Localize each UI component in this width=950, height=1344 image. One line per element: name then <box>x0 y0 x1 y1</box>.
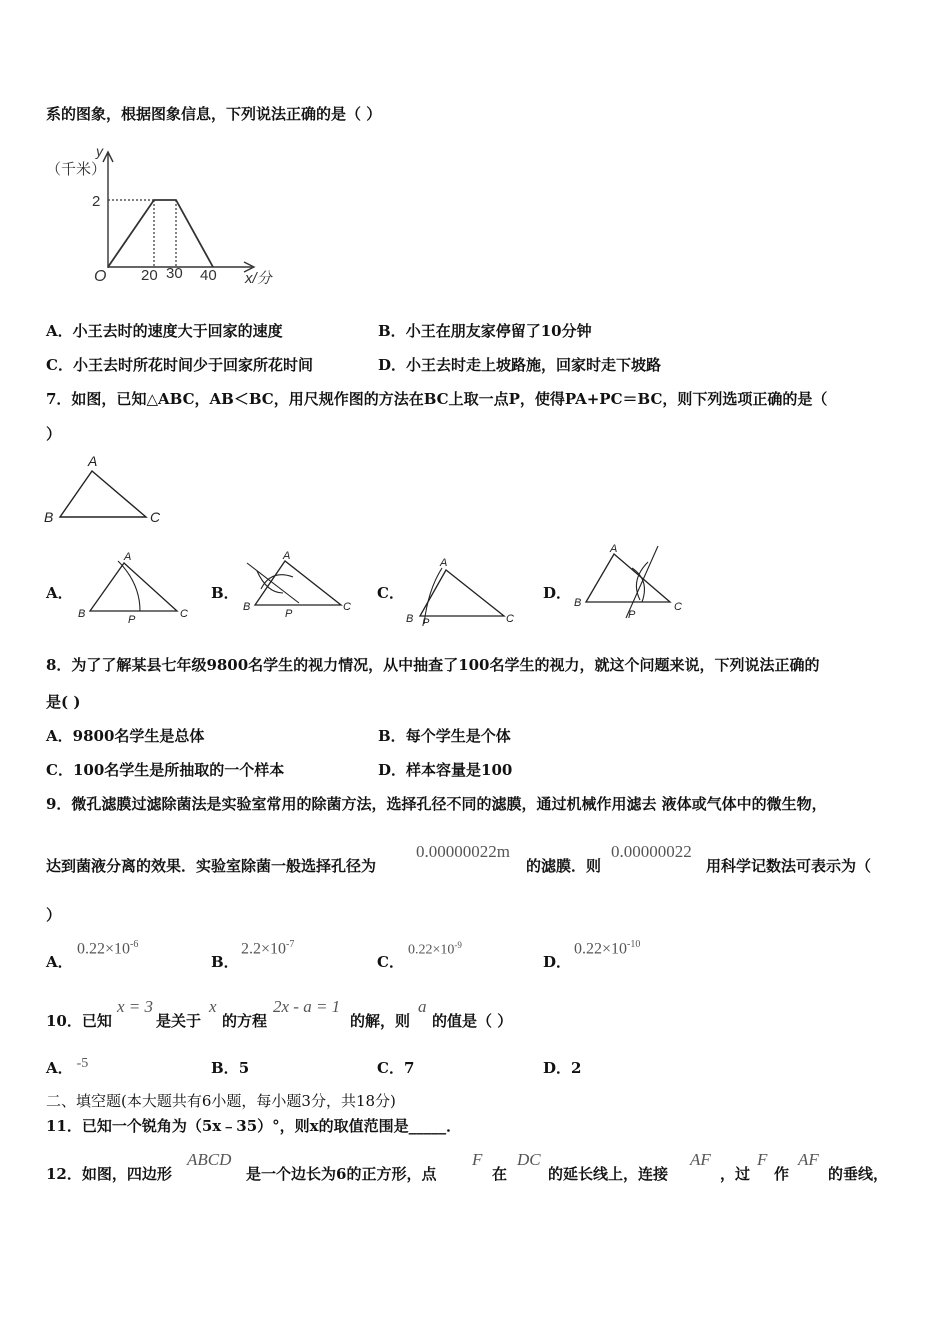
q8-stem-line1: 8．为了了解某县七年级9800名学生的视力情况，从中抽查了100名学生的视力，就这个问题来说，下列说法正确的 <box>46 656 820 674</box>
q12-math4: AF <box>690 1150 711 1169</box>
q8-option-c: C．100名学生是所抽取的一个样本 <box>46 761 285 779</box>
q9-option-b-label: B． <box>211 953 239 971</box>
label-a: A <box>88 453 98 469</box>
svg-text:P: P <box>128 614 136 626</box>
q12-math1: ABCD <box>187 1150 232 1169</box>
q10-option-a: A． -5 <box>46 1056 89 1077</box>
q9-option-b-value: $2.2\times 10^{-7}$ <box>241 939 295 958</box>
bisector-line <box>247 563 299 603</box>
triangle-abc <box>60 471 146 517</box>
origin-label: O <box>94 268 107 285</box>
x-tick-40: 40 <box>200 267 217 284</box>
x-axis-label: x/分 <box>245 270 272 287</box>
svg-text:C: C <box>180 608 188 620</box>
q8-option-a: A．9800名学生是总体 <box>46 727 205 745</box>
svg-text:B: B <box>574 597 582 609</box>
q9-stem-line2a: 达到菌液分离的效果．实验室除菌一般选择孔径为 <box>46 857 377 875</box>
q11-text: 11．已知一个锐角为（5x﹣35）°，则x的取值范围是_____． <box>46 1117 462 1135</box>
q7-figure-c <box>402 550 527 632</box>
y-axis-label: y <box>96 143 103 159</box>
label-c: C <box>150 509 161 525</box>
q12-math5: F <box>757 1150 768 1169</box>
q8-stem-line2: 是( ) <box>46 693 81 711</box>
perpendicular-bisector <box>626 546 658 618</box>
q12-part6: 作 <box>774 1165 790 1183</box>
q6-option-c: C．小王去时所花时间少于回家所花时间 <box>46 356 313 374</box>
q12-part3: 在 <box>492 1165 508 1183</box>
svg-text:B: B <box>243 601 251 613</box>
q9-stem-line2c: 用科学记数法可表示为（ <box>706 857 872 875</box>
q12-part4: 的延长线上，连接 <box>548 1165 669 1183</box>
q9-value1: 0.00000022m <box>416 842 510 861</box>
q9-option-a-value: $0.22\times 10^{-6}$ <box>77 939 139 958</box>
q12-part1: 12．如图，四边形 <box>46 1165 172 1183</box>
q9-option-c-value: $0.22\times 10^{-9}$ <box>408 940 462 958</box>
q8-option-b: B．每个学生是个体 <box>378 727 511 745</box>
svg-text:P: P <box>628 609 636 621</box>
q7-figure-a <box>72 545 197 627</box>
q7-stem-line1: 7．如图，已知△ABC，AB＜BC，用尺规作图的方法在BC上取一点P，使得PA+PC＝BC，则下列选项正确的是（ <box>46 390 828 408</box>
x-tick-20: 20 <box>141 267 158 284</box>
q10-option-c: C．7 <box>377 1059 415 1077</box>
q7-option-a: A． <box>46 584 73 602</box>
distance-time-graph <box>40 140 290 290</box>
svg-text:P: P <box>285 608 293 620</box>
q10-part5: 的值是（ ） <box>432 1012 513 1030</box>
q8-option-d: D．样本容量是100 <box>378 761 513 779</box>
q12-math3: DC <box>517 1150 541 1169</box>
svg-text:B: B <box>406 613 414 625</box>
q6-option-d: D．小王去时走上坡路施，回家时走下坡路 <box>378 356 662 374</box>
q10-math2: x <box>209 997 217 1016</box>
q9-option-d-label: D． <box>543 953 572 971</box>
y-unit-label: （千米） <box>46 161 107 178</box>
q10-math1: x = 3 <box>117 997 154 1016</box>
x-tick-30: 30 <box>166 265 183 282</box>
label-b: B <box>44 509 54 525</box>
svg-text:B: B <box>78 608 86 620</box>
q10-option-b: B．5 <box>211 1059 250 1077</box>
q9-option-c-label: C． <box>377 953 404 971</box>
q10-math4: a <box>418 997 427 1016</box>
svg-text:C: C <box>674 601 682 613</box>
svg-text:A: A <box>610 543 618 555</box>
svg-text:C: C <box>506 613 514 625</box>
svg-text:A: A <box>283 550 291 562</box>
q10-part4: 的解，则 <box>350 1012 411 1030</box>
q6-option-b: B．小王在朋友家停留了10分钟 <box>378 322 592 340</box>
svg-text:C: C <box>343 601 351 613</box>
q12-math2: F <box>472 1150 483 1169</box>
q6-stem: 系的图象，根据图象信息，下列说法正确的是（ ） <box>46 105 382 123</box>
q7-figure-b <box>237 545 362 627</box>
q7-option-d: D． <box>543 584 572 602</box>
q10-part3: 的方程 <box>222 1012 268 1030</box>
svg-text:A: A <box>124 551 132 563</box>
q12-math6: AF <box>798 1150 819 1169</box>
q12-part2: 是一个边长为6的正方形，点 <box>246 1165 437 1183</box>
q10-math3: 2x - a = 1 <box>273 997 341 1016</box>
q9-option-a-label: A． <box>46 953 73 971</box>
q10-option-d: D．2 <box>543 1059 582 1077</box>
y-tick-2: 2 <box>92 193 101 210</box>
q9-option-d-value: $0.22\times 10^{-10}$ <box>574 939 641 958</box>
q10-part1: 10．已知 <box>46 1012 112 1030</box>
q10-part2: 是关于 <box>156 1012 202 1030</box>
q12-part7: 的垂线， <box>828 1165 889 1183</box>
svg-text:A: A <box>440 557 448 569</box>
q9-stem-line2b: 的滤膜．则 <box>526 857 602 875</box>
q9-stem-line1: 9．微孔滤膜过滤除菌法是实验室常用的除菌方法，选择孔径不同的滤膜，通过机械作用滤去 液体或气体中的微生物， <box>46 795 827 813</box>
q6-option-a: A．小王去时的速度大于回家的速度 <box>46 322 283 340</box>
svg-text:P: P <box>422 617 430 629</box>
q7-triangle-figure <box>40 450 170 530</box>
q7-stem-line2: ） <box>46 425 62 443</box>
q12-part5: ，过 <box>720 1165 751 1183</box>
graph-path <box>108 200 213 267</box>
arc <box>118 561 140 611</box>
q9-stem-line3: ） <box>46 906 62 924</box>
q9-value2: 0.00000022 <box>611 842 692 861</box>
q7-option-b: B． <box>211 584 239 602</box>
section2-title: 二、填空题(本大题共有6小题，每小题3分，共18分) <box>46 1092 396 1110</box>
q7-option-c: C． <box>377 584 404 602</box>
q7-figure-d <box>568 540 693 625</box>
